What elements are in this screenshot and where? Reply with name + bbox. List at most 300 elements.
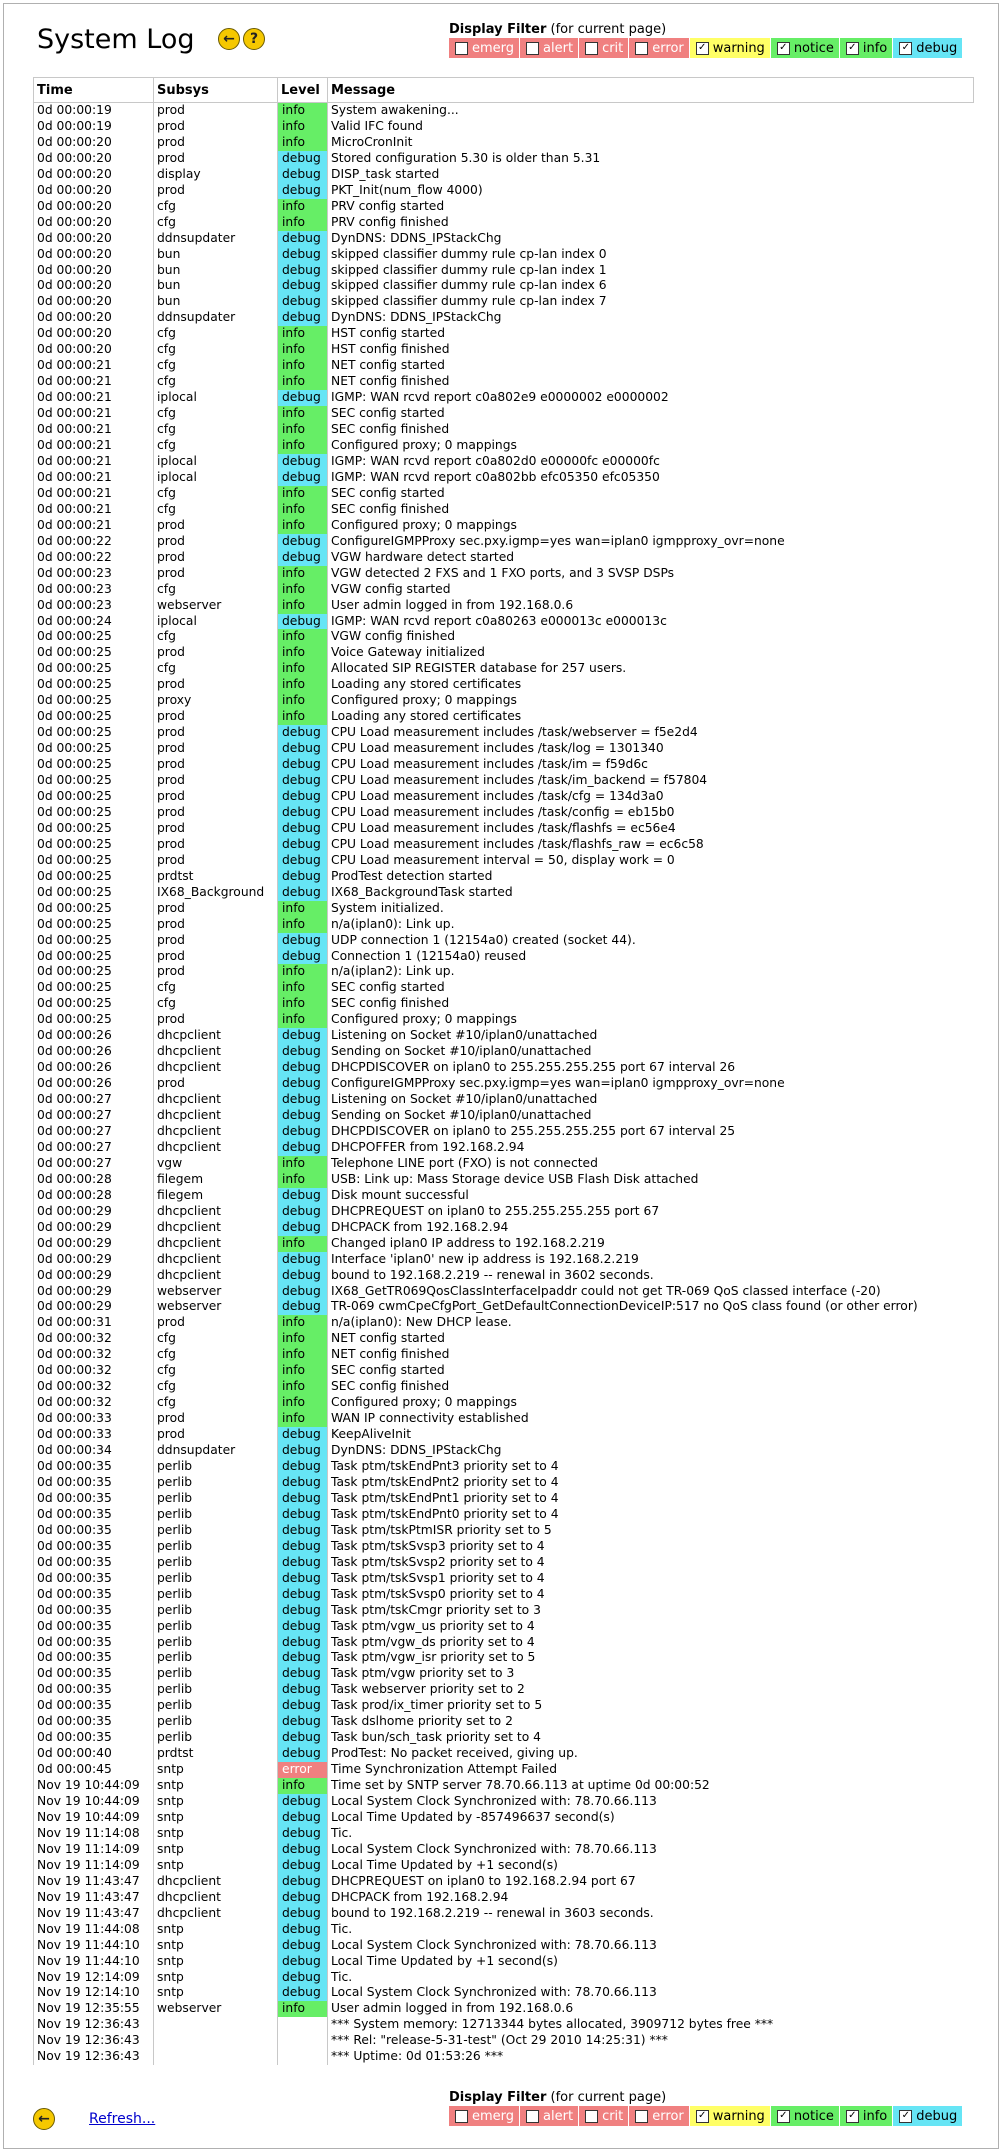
filter-checkbox-emerg-bottom[interactable]: ✓: [455, 2110, 468, 2123]
table-row: [34, 917, 974, 933]
table-row: [34, 1060, 974, 1076]
message-cell: Tic.: [328, 1970, 974, 1986]
level-cell: debug: [278, 869, 328, 885]
display-filter-heading: [449, 22, 666, 37]
message-cell: DynDNS: DDNS_IPStackChg: [328, 1443, 974, 1459]
table-row: [34, 566, 974, 582]
table-row: [34, 980, 974, 996]
level-cell: debug: [278, 247, 328, 263]
subsys-cell: sntp: [154, 1794, 278, 1810]
message-cell: Task ptm/vgw_ds priority set to 4: [328, 1635, 974, 1651]
time-cell: 0d 00:00:35: [34, 1587, 154, 1603]
filter-info[interactable]: [840, 38, 893, 58]
table-row: [34, 406, 974, 422]
subsys-cell: prod: [154, 677, 278, 693]
table-row: [34, 1507, 974, 1523]
level-cell: info: [278, 199, 328, 215]
time-cell: 0d 00:00:29: [34, 1268, 154, 1284]
level-cell: debug: [278, 1587, 328, 1603]
table-row: [34, 215, 974, 231]
subsys-cell: prod: [154, 917, 278, 933]
table-row: [34, 167, 974, 183]
table-row: [34, 741, 974, 757]
filter-error[interactable]: [629, 38, 689, 58]
message-cell: Loading any stored certificates: [328, 677, 974, 693]
message-cell: DHCPDISCOVER on iplan0 to 255.255.255.255 port 67 interval 26: [328, 1060, 974, 1076]
time-cell: Nov 19 12:36:43: [34, 2017, 154, 2033]
filter-emerg-bottom[interactable]: [449, 2106, 520, 2126]
time-cell: Nov 19 12:14:10: [34, 1985, 154, 2001]
time-cell: 0d 00:00:25: [34, 869, 154, 885]
message-cell: Configured proxy; 0 mappings: [328, 693, 974, 709]
subsys-cell: filegem: [154, 1172, 278, 1188]
subsys-cell: ddnsupdater: [154, 1443, 278, 1459]
table-row: [34, 949, 974, 965]
time-cell: 0d 00:00:29: [34, 1236, 154, 1252]
subsys-cell: prod: [154, 725, 278, 741]
table-row: [34, 1475, 974, 1491]
message-cell: Allocated SIP REGISTER database for 257 users.: [328, 661, 974, 677]
subsys-cell: dhcpclient: [154, 1028, 278, 1044]
table-row: [34, 614, 974, 630]
filter-checkbox-info[interactable]: ✓: [846, 42, 859, 55]
time-cell: 0d 00:00:21: [34, 486, 154, 502]
message-cell: DHCPREQUEST on iplan0 to 192.168.2.94 port 67: [328, 1874, 974, 1890]
level-cell: info: [278, 422, 328, 438]
level-cell: info: [278, 135, 328, 151]
filter-crit-bottom[interactable]: [579, 2106, 629, 2126]
table-row: [34, 183, 974, 199]
time-cell: 0d 00:00:35: [34, 1730, 154, 1746]
subsys-cell: sntp: [154, 1778, 278, 1794]
time-cell: 0d 00:00:21: [34, 454, 154, 470]
subsys-cell: cfg: [154, 374, 278, 390]
level-cell: debug: [278, 1060, 328, 1076]
subsys-cell: cfg: [154, 1395, 278, 1411]
subsys-cell: cfg: [154, 1379, 278, 1395]
table-row: [34, 326, 974, 342]
filter-checkbox-error[interactable]: ✓: [635, 42, 648, 55]
filter-alert-bottom[interactable]: [520, 2106, 579, 2126]
filter-checkbox-warning[interactable]: ✓: [696, 42, 709, 55]
level-cell: debug: [278, 470, 328, 486]
message-cell: SEC config finished: [328, 422, 974, 438]
level-cell: info: [278, 1331, 328, 1347]
message-cell: Stored configuration 5.30 is older than 5.31: [328, 151, 974, 167]
message-cell: Task webserver priority set to 2: [328, 1682, 974, 1698]
message-cell: DHCPACK from 192.168.2.94: [328, 1890, 974, 1906]
level-cell: debug: [278, 789, 328, 805]
message-cell: Tic.: [328, 1826, 974, 1842]
message-cell: Voice Gateway initialized: [328, 645, 974, 661]
subsys-cell: cfg: [154, 342, 278, 358]
table-row: [34, 1714, 974, 1730]
message-cell: Loading any stored certificates: [328, 709, 974, 725]
message-cell: Configured proxy; 0 mappings: [328, 518, 974, 534]
subsys-cell: dhcpclient: [154, 1092, 278, 1108]
subsys-cell: cfg: [154, 629, 278, 645]
level-cell: debug: [278, 1284, 328, 1300]
level-cell: debug: [278, 183, 328, 199]
level-cell: debug: [278, 805, 328, 821]
table-row: [34, 869, 974, 885]
message-cell: Task ptm/tskSvsp2 priority set to 4: [328, 1555, 974, 1571]
table-row: [34, 709, 974, 725]
level-cell: debug: [278, 1571, 328, 1587]
message-cell: TR-069 cwmCpeCfgPort_GetDefaultConnectionDeviceIP:517 no QoS class found (or other error): [328, 1299, 974, 1315]
subsys-cell: [154, 2049, 278, 2065]
table-row: [34, 390, 974, 406]
message-cell: PRV config started: [328, 199, 974, 215]
subsys-cell: prod: [154, 534, 278, 550]
message-cell: Telephone LINE port (FXO) is not connected: [328, 1156, 974, 1172]
table-row: [34, 310, 974, 326]
message-cell: skipped classifier dummy rule cp-lan index 1: [328, 263, 974, 279]
level-cell: debug: [278, 1603, 328, 1619]
subsys-cell: perlib: [154, 1539, 278, 1555]
message-cell: Task ptm/vgw_isr priority set to 5: [328, 1650, 974, 1666]
subsys-cell: perlib: [154, 1619, 278, 1635]
filter-label-alert-bottom: alert: [543, 2108, 574, 2124]
time-cell: 0d 00:00:28: [34, 1188, 154, 1204]
time-cell: 0d 00:00:32: [34, 1347, 154, 1363]
filter-notice-bottom[interactable]: [771, 2106, 840, 2126]
table-row: [34, 1762, 974, 1778]
table-row: [34, 757, 974, 773]
subsys-cell: prod: [154, 1427, 278, 1443]
table-row: [34, 853, 974, 869]
filter-label-debug: debug: [916, 40, 958, 56]
subsys-cell: dhcpclient: [154, 1252, 278, 1268]
subsys-cell: cfg: [154, 215, 278, 231]
subsys-cell: perlib: [154, 1650, 278, 1666]
table-row: [34, 1491, 974, 1507]
filter-crit[interactable]: [579, 38, 629, 58]
level-cell: debug: [278, 263, 328, 279]
time-cell: 0d 00:00:20: [34, 167, 154, 183]
help-icon[interactable]: ?: [243, 28, 265, 50]
level-cell: debug: [278, 454, 328, 470]
subsys-cell: prod: [154, 645, 278, 661]
level-cell: info: [278, 1236, 328, 1252]
time-cell: Nov 19 11:44:10: [34, 1938, 154, 1954]
table-row: [34, 645, 974, 661]
system-log-table: [33, 77, 974, 2065]
column-header-message: Message: [328, 78, 974, 103]
message-cell: Task ptm/tskSvsp1 priority set to 4: [328, 1571, 974, 1587]
display-filter-top: [449, 38, 963, 58]
filter-checkbox-warning-bottom[interactable]: ✓: [696, 2110, 709, 2123]
table-row: [34, 1619, 974, 1635]
subsys-cell: sntp: [154, 1970, 278, 1986]
time-cell: 0d 00:00:25: [34, 677, 154, 693]
filter-warning[interactable]: [690, 38, 771, 58]
filter-checkbox-debug[interactable]: ✓: [899, 42, 912, 55]
time-cell: 0d 00:00:24: [34, 614, 154, 630]
subsys-cell: filegem: [154, 1188, 278, 1204]
level-cell: info: [278, 103, 328, 119]
level-cell: debug: [278, 1619, 328, 1635]
level-cell: debug: [278, 1523, 328, 1539]
message-cell: skipped classifier dummy rule cp-lan index 0: [328, 247, 974, 263]
level-cell: debug: [278, 1044, 328, 1060]
message-cell: SEC config started: [328, 1363, 974, 1379]
subsys-cell: perlib: [154, 1555, 278, 1571]
filter-checkbox-debug-bottom[interactable]: ✓: [899, 2110, 912, 2123]
back-arrow-icon[interactable]: ←: [218, 28, 240, 50]
subsys-cell: dhcpclient: [154, 1204, 278, 1220]
message-cell: Local System Clock Synchronized with: 78.70.66.113: [328, 1985, 974, 2001]
message-cell: HST config started: [328, 326, 974, 342]
filter-checkbox-notice[interactable]: ✓: [777, 42, 790, 55]
time-cell: 0d 00:00:22: [34, 550, 154, 566]
time-cell: 0d 00:00:27: [34, 1156, 154, 1172]
level-cell: debug: [278, 1220, 328, 1236]
level-cell: debug: [278, 1954, 328, 1970]
level-cell: debug: [278, 1794, 328, 1810]
message-cell: CPU Load measurement interval = 50, display work = 0: [328, 853, 974, 869]
level-cell: info: [278, 645, 328, 661]
table-row: [34, 1826, 974, 1842]
filter-label-info: info: [862, 40, 888, 56]
subsys-cell: perlib: [154, 1523, 278, 1539]
time-cell: 0d 00:00:35: [34, 1491, 154, 1507]
message-cell: Local System Clock Synchronized with: 78.70.66.113: [328, 1794, 974, 1810]
message-cell: IGMP: WAN rcvd report c0a802d0 e00000fc e00000fc: [328, 454, 974, 470]
subsys-cell: dhcpclient: [154, 1140, 278, 1156]
time-cell: 0d 00:00:32: [34, 1331, 154, 1347]
time-cell: 0d 00:00:35: [34, 1714, 154, 1730]
subsys-cell: prod: [154, 789, 278, 805]
message-cell: CPU Load measurement includes /task/im = f59d6c: [328, 757, 974, 773]
time-cell: 0d 00:00:20: [34, 310, 154, 326]
table-row: [34, 2001, 974, 2017]
time-cell: Nov 19 11:43:47: [34, 1906, 154, 1922]
subsys-cell: iplocal: [154, 614, 278, 630]
level-cell: debug: [278, 1475, 328, 1491]
table-row: [34, 231, 974, 247]
message-cell: UDP connection 1 (12154a0) created (socket 44).: [328, 933, 974, 949]
level-cell: debug: [278, 949, 328, 965]
table-row: [34, 1124, 974, 1140]
time-cell: 0d 00:00:25: [34, 853, 154, 869]
time-cell: 0d 00:00:20: [34, 247, 154, 263]
message-cell: NET config finished: [328, 374, 974, 390]
subsys-cell: perlib: [154, 1571, 278, 1587]
subsys-cell: prdtst: [154, 1746, 278, 1762]
table-row: [34, 1698, 974, 1714]
filter-notice[interactable]: [771, 38, 840, 58]
table-row: [34, 1858, 974, 1874]
time-cell: 0d 00:00:26: [34, 1076, 154, 1092]
message-cell: bound to 192.168.2.219 -- renewal in 3603 seconds.: [328, 1906, 974, 1922]
level-cell: debug: [278, 1092, 328, 1108]
subsys-cell: sntp: [154, 1954, 278, 1970]
filter-checkbox-error-bottom[interactable]: ✓: [635, 2110, 648, 2123]
table-row: [34, 1204, 974, 1220]
message-cell: Task ptm/tskSvsp3 priority set to 4: [328, 1539, 974, 1555]
level-cell: info: [278, 374, 328, 390]
time-cell: 0d 00:00:35: [34, 1555, 154, 1571]
filter-checkbox-info-bottom[interactable]: ✓: [846, 2110, 859, 2123]
table-row: [34, 374, 974, 390]
table-row: [34, 358, 974, 374]
subsys-cell: webserver: [154, 1299, 278, 1315]
subsys-cell: cfg: [154, 661, 278, 677]
filter-label-notice: notice: [793, 40, 834, 56]
filter-debug[interactable]: [893, 38, 963, 58]
subsys-cell: dhcpclient: [154, 1874, 278, 1890]
time-cell: 0d 00:00:25: [34, 789, 154, 805]
message-cell: Task ptm/tskPtmISR priority set to 5: [328, 1523, 974, 1539]
table-row: [34, 1156, 974, 1172]
filter-warning-bottom[interactable]: [690, 2106, 771, 2126]
table-row: [34, 1236, 974, 1252]
level-cell: debug: [278, 1076, 328, 1092]
time-cell: 0d 00:00:26: [34, 1028, 154, 1044]
time-cell: 0d 00:00:35: [34, 1507, 154, 1523]
message-cell: Task ptm/tskSvsp0 priority set to 4: [328, 1587, 974, 1603]
table-row: [34, 901, 974, 917]
subsys-cell: sntp: [154, 1858, 278, 1874]
message-cell: Listening on Socket #10/iplan0/unattached: [328, 1028, 974, 1044]
message-cell: ConfigureIGMPProxy sec.pxy.igmp=yes wan=iplan0 igmpproxy_ovr=none: [328, 534, 974, 550]
time-cell: 0d 00:00:20: [34, 326, 154, 342]
table-row: [34, 2033, 974, 2049]
level-cell: info: [278, 1012, 328, 1028]
filter-checkbox-notice-bottom[interactable]: ✓: [777, 2110, 790, 2123]
column-header-subsys: Subsys: [154, 78, 278, 103]
time-cell: Nov 19 10:44:09: [34, 1778, 154, 1794]
table-row: [34, 805, 974, 821]
message-cell: Connection 1 (12154a0) reused: [328, 949, 974, 965]
level-cell: debug: [278, 1108, 328, 1124]
message-cell: PRV config finished: [328, 215, 974, 231]
filter-label-debug-bottom: debug: [916, 2108, 958, 2124]
time-cell: 0d 00:00:22: [34, 534, 154, 550]
subsys-cell: bun: [154, 247, 278, 263]
refresh-link[interactable]: Refresh...: [89, 2111, 156, 2127]
filter-error-bottom[interactable]: [629, 2106, 689, 2126]
subsys-cell: sntp: [154, 1762, 278, 1778]
subsys-cell: prod: [154, 183, 278, 199]
table-row: [34, 1443, 974, 1459]
table-row: [34, 773, 974, 789]
table-row: [34, 1890, 974, 1906]
message-cell: Local System Clock Synchronized with: 78.70.66.113: [328, 1938, 974, 1954]
subsys-cell: sntp: [154, 1938, 278, 1954]
message-cell: Interface 'iplan0' new ip address is 192.168.2.219: [328, 1252, 974, 1268]
table-row: [34, 1140, 974, 1156]
message-cell: ProdTest detection started: [328, 869, 974, 885]
filter-emerg[interactable]: [449, 38, 520, 58]
message-cell: IGMP: WAN rcvd report c0a80263 e000013c e000013c: [328, 614, 974, 630]
time-cell: 0d 00:00:23: [34, 582, 154, 598]
message-cell: Local Time Updated by +1 second(s): [328, 1954, 974, 1970]
message-cell: Local Time Updated by +1 second(s): [328, 1858, 974, 1874]
table-row: [34, 278, 974, 294]
table-row: [34, 119, 974, 135]
filter-info-bottom[interactable]: [840, 2106, 893, 2126]
table-row: [34, 1938, 974, 1954]
filter-label-info-bottom: info: [862, 2108, 888, 2124]
subsys-cell: vgw: [154, 1156, 278, 1172]
level-cell: debug: [278, 1459, 328, 1475]
table-row: [34, 2049, 974, 2065]
filter-checkbox-emerg[interactable]: ✓: [455, 42, 468, 55]
table-row: [34, 1539, 974, 1555]
message-cell: n/a(iplan0): New DHCP lease.: [328, 1315, 974, 1331]
subsys-cell: cfg: [154, 996, 278, 1012]
table-row: [34, 1459, 974, 1475]
level-cell: debug: [278, 1124, 328, 1140]
filter-alert[interactable]: [520, 38, 579, 58]
subsys-cell: cfg: [154, 438, 278, 454]
message-cell: Time set by SNTP server 78.70.66.113 at uptime 0d 00:00:52: [328, 1778, 974, 1794]
message-cell: DHCPACK from 192.168.2.94: [328, 1220, 974, 1236]
time-cell: 0d 00:00:20: [34, 183, 154, 199]
time-cell: 0d 00:00:35: [34, 1619, 154, 1635]
table-row: [34, 422, 974, 438]
filter-checkbox-crit-bottom[interactable]: ✓: [585, 2110, 598, 2123]
table-row: [34, 1810, 974, 1826]
message-cell: Configured proxy; 0 mappings: [328, 1395, 974, 1411]
filter-label-emerg-bottom: emerg: [472, 2108, 515, 2124]
table-row: [34, 1794, 974, 1810]
table-row: [34, 1666, 974, 1682]
level-cell: debug: [278, 1698, 328, 1714]
level-cell: debug: [278, 310, 328, 326]
subsys-cell: dhcpclient: [154, 1890, 278, 1906]
time-cell: 0d 00:00:25: [34, 805, 154, 821]
time-cell: 0d 00:00:25: [34, 821, 154, 837]
message-cell: SEC config started: [328, 406, 974, 422]
time-cell: Nov 19 11:14:09: [34, 1842, 154, 1858]
subsys-cell: prod: [154, 151, 278, 167]
message-cell: Task ptm/tskEndPnt3 priority set to 4: [328, 1459, 974, 1475]
filter-checkbox-alert[interactable]: ✓: [526, 42, 539, 55]
time-cell: 0d 00:00:32: [34, 1379, 154, 1395]
subsys-cell: sntp: [154, 1842, 278, 1858]
time-cell: 0d 00:00:25: [34, 773, 154, 789]
table-row: [34, 1571, 974, 1587]
table-row: [34, 1587, 974, 1603]
level-cell: debug: [278, 1427, 328, 1443]
table-row: [34, 1028, 974, 1044]
table-row: [34, 438, 974, 454]
level-cell: info: [278, 2001, 328, 2017]
filter-checkbox-crit[interactable]: ✓: [585, 42, 598, 55]
level-cell: debug: [278, 1714, 328, 1730]
time-cell: 0d 00:00:21: [34, 438, 154, 454]
subsys-cell: cfg: [154, 1363, 278, 1379]
table-row: [34, 1299, 974, 1315]
filter-label-emerg: emerg: [472, 40, 515, 56]
time-cell: 0d 00:00:25: [34, 629, 154, 645]
subsys-cell: sntp: [154, 1826, 278, 1842]
filter-checkbox-alert-bottom[interactable]: ✓: [526, 2110, 539, 2123]
table-row: [34, 1682, 974, 1698]
table-row: [34, 1092, 974, 1108]
level-cell: info: [278, 518, 328, 534]
filter-debug-bottom[interactable]: [893, 2106, 963, 2126]
time-cell: Nov 19 12:36:43: [34, 2049, 154, 2065]
time-cell: 0d 00:00:35: [34, 1666, 154, 1682]
level-cell: debug: [278, 278, 328, 294]
back-arrow-icon-bottom[interactable]: ←: [33, 2108, 55, 2130]
level-cell: debug: [278, 1826, 328, 1842]
table-row: [34, 486, 974, 502]
